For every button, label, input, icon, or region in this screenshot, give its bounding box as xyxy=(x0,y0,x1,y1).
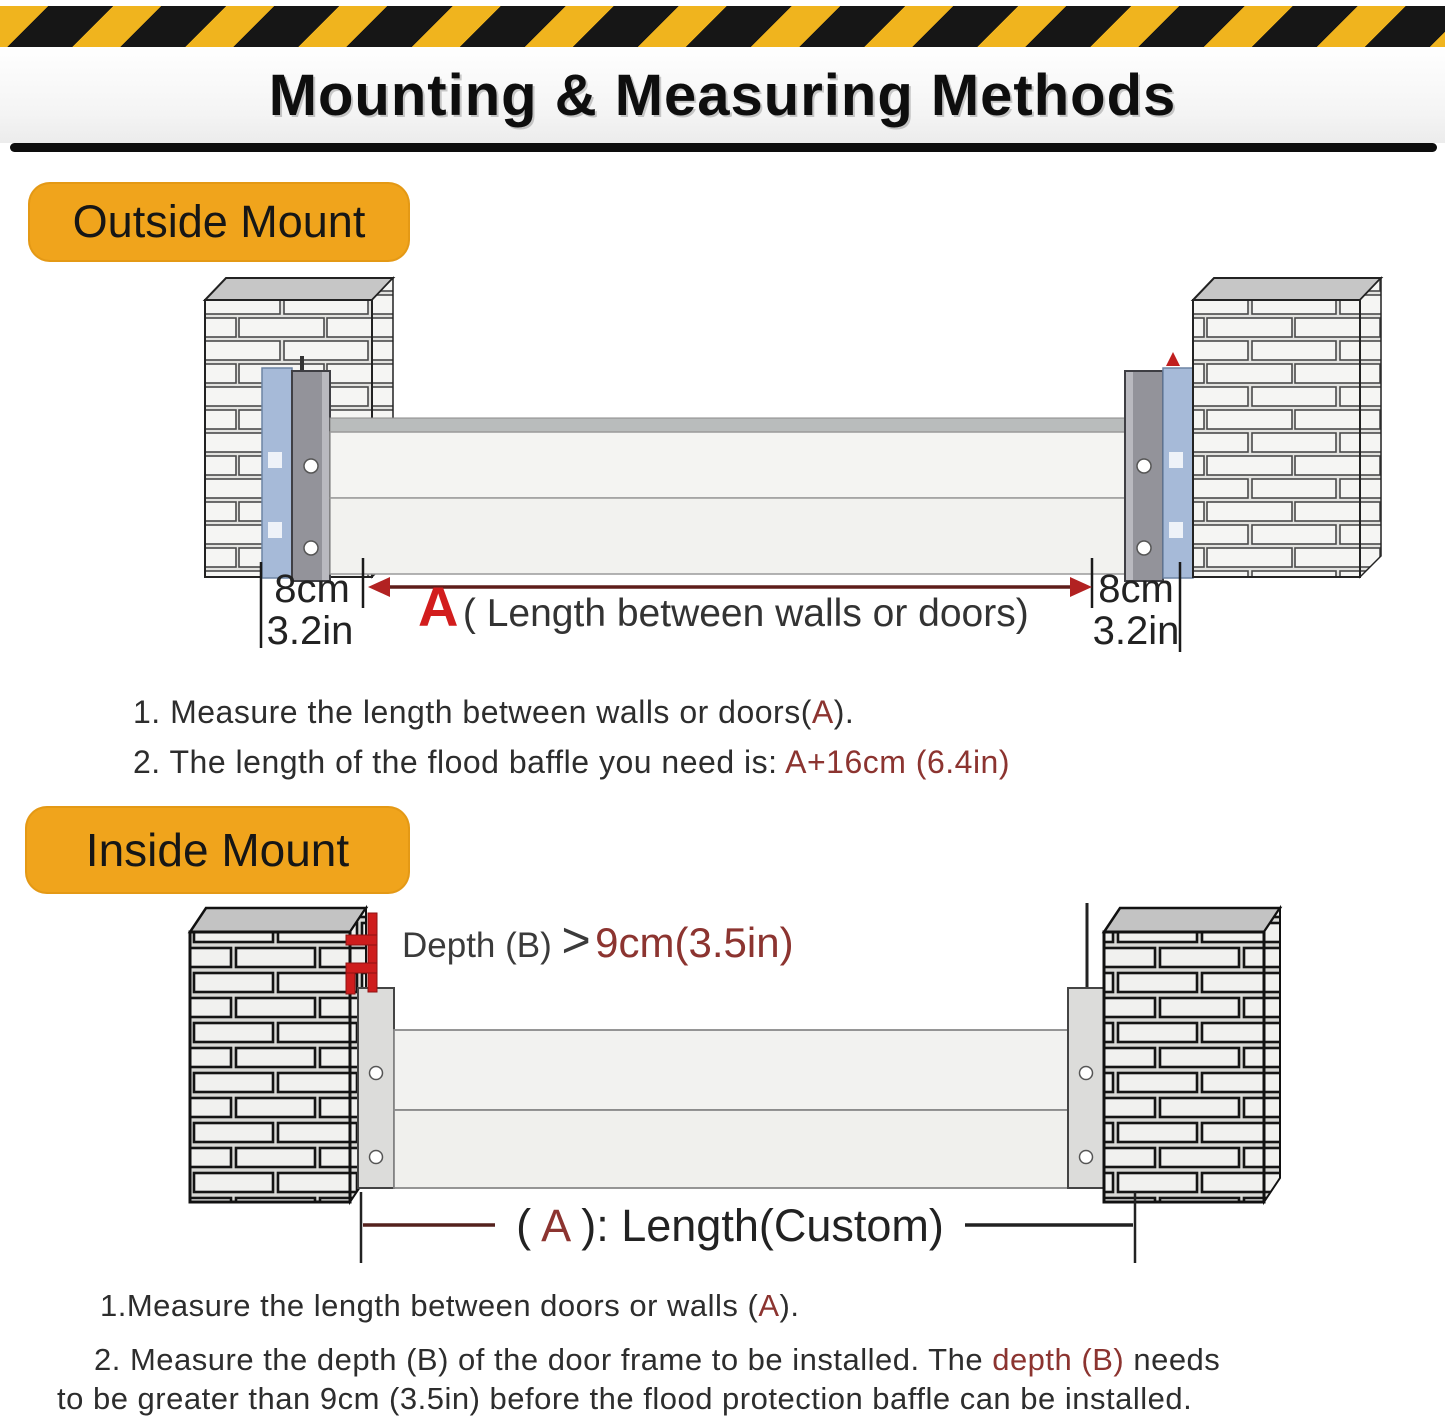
inside-step2-continuation: to be greater than 9cm (3.5in) before the flood protection baffle can be installed. xyxy=(57,1381,1193,1416)
red-marker xyxy=(1166,352,1180,366)
inside-step2-text: 2. Measure the depth (B) of the door frame to be installed. The xyxy=(94,1342,993,1377)
left-offset-cm: 8cm xyxy=(274,567,350,611)
screw-hole xyxy=(370,1151,383,1164)
inside-mount-badge xyxy=(25,806,410,894)
brick-pillar-right xyxy=(1104,908,1280,1202)
inside-step-1 xyxy=(100,1288,799,1324)
screw-hole xyxy=(1137,541,1151,555)
page-title: Mounting & Measuring Methods xyxy=(268,62,1177,128)
outside-mount-diagram xyxy=(150,270,1445,680)
flood-barrier-boards xyxy=(394,1030,1068,1188)
screw-hole xyxy=(370,1067,383,1080)
left-offset-in: 3.2in xyxy=(266,609,354,653)
depth-label-text: Depth (B) xyxy=(402,926,562,965)
title-divider xyxy=(10,143,1437,152)
outside-step1-end: ). xyxy=(833,694,855,730)
outside-step1-text: 1. Measure the length between walls or doors( xyxy=(133,694,812,730)
length-label-a: A xyxy=(418,575,459,638)
flood-barrier-boards xyxy=(330,418,1125,574)
length-label-rest: ( Length between walls or doors) xyxy=(462,592,1029,635)
outside-step-1 xyxy=(133,694,854,731)
outside-mount-badge-label: Outside Mount xyxy=(72,196,366,247)
length-a: A xyxy=(541,1200,569,1251)
hazard-stripe-banner xyxy=(0,6,1445,47)
depth-label xyxy=(402,912,794,968)
inside-mount-badge-label: Inside Mount xyxy=(85,824,350,876)
brick-pillar-left xyxy=(190,908,366,1202)
outside-step1-a: A xyxy=(811,694,834,730)
outside-step2-text: 2. The length of the flood baffle you need is: xyxy=(133,744,786,780)
depth-value: 9cm(3.5in) xyxy=(595,919,794,966)
length-rest: ): Length(Custom) xyxy=(581,1200,944,1251)
inside-step1-a: A xyxy=(758,1288,780,1323)
length-open-paren: ( xyxy=(516,1200,532,1251)
inside-step1-text: 1.Measure the length between doors or walls ( xyxy=(100,1288,759,1323)
screw-hole xyxy=(304,541,318,555)
inside-step2-depth: depth (B) xyxy=(992,1342,1125,1377)
greater-than-sign: > xyxy=(561,912,591,968)
screw-hole xyxy=(1137,459,1151,473)
screw-hole xyxy=(304,459,318,473)
side-plate-right xyxy=(1068,903,1104,1188)
length-label xyxy=(418,575,1029,638)
side-plate-left xyxy=(358,988,394,1188)
screw-hole xyxy=(1080,1067,1093,1080)
screw-hole xyxy=(1080,1151,1093,1164)
right-offset-cm: 8cm xyxy=(1098,567,1174,611)
right-offset-in: 3.2in xyxy=(1092,609,1180,653)
length-custom-label xyxy=(516,1200,944,1251)
brick-pillar-right xyxy=(1193,278,1381,577)
mounting-channel-right xyxy=(1125,352,1193,581)
outside-mount-badge xyxy=(28,182,410,262)
title-band xyxy=(0,47,1445,143)
mounting-channel-left xyxy=(262,356,330,581)
inside-step-2-line-2 xyxy=(57,1381,1192,1417)
inside-step1-end: ). xyxy=(779,1288,800,1323)
inside-mount-diagram xyxy=(150,895,1445,1275)
outside-step-2 xyxy=(133,744,1010,781)
outside-step2-formula: A+16cm (6.4in) xyxy=(785,744,1010,780)
inside-step-2-line-1 xyxy=(94,1342,1220,1378)
inside-step2-end: needs xyxy=(1124,1342,1221,1377)
